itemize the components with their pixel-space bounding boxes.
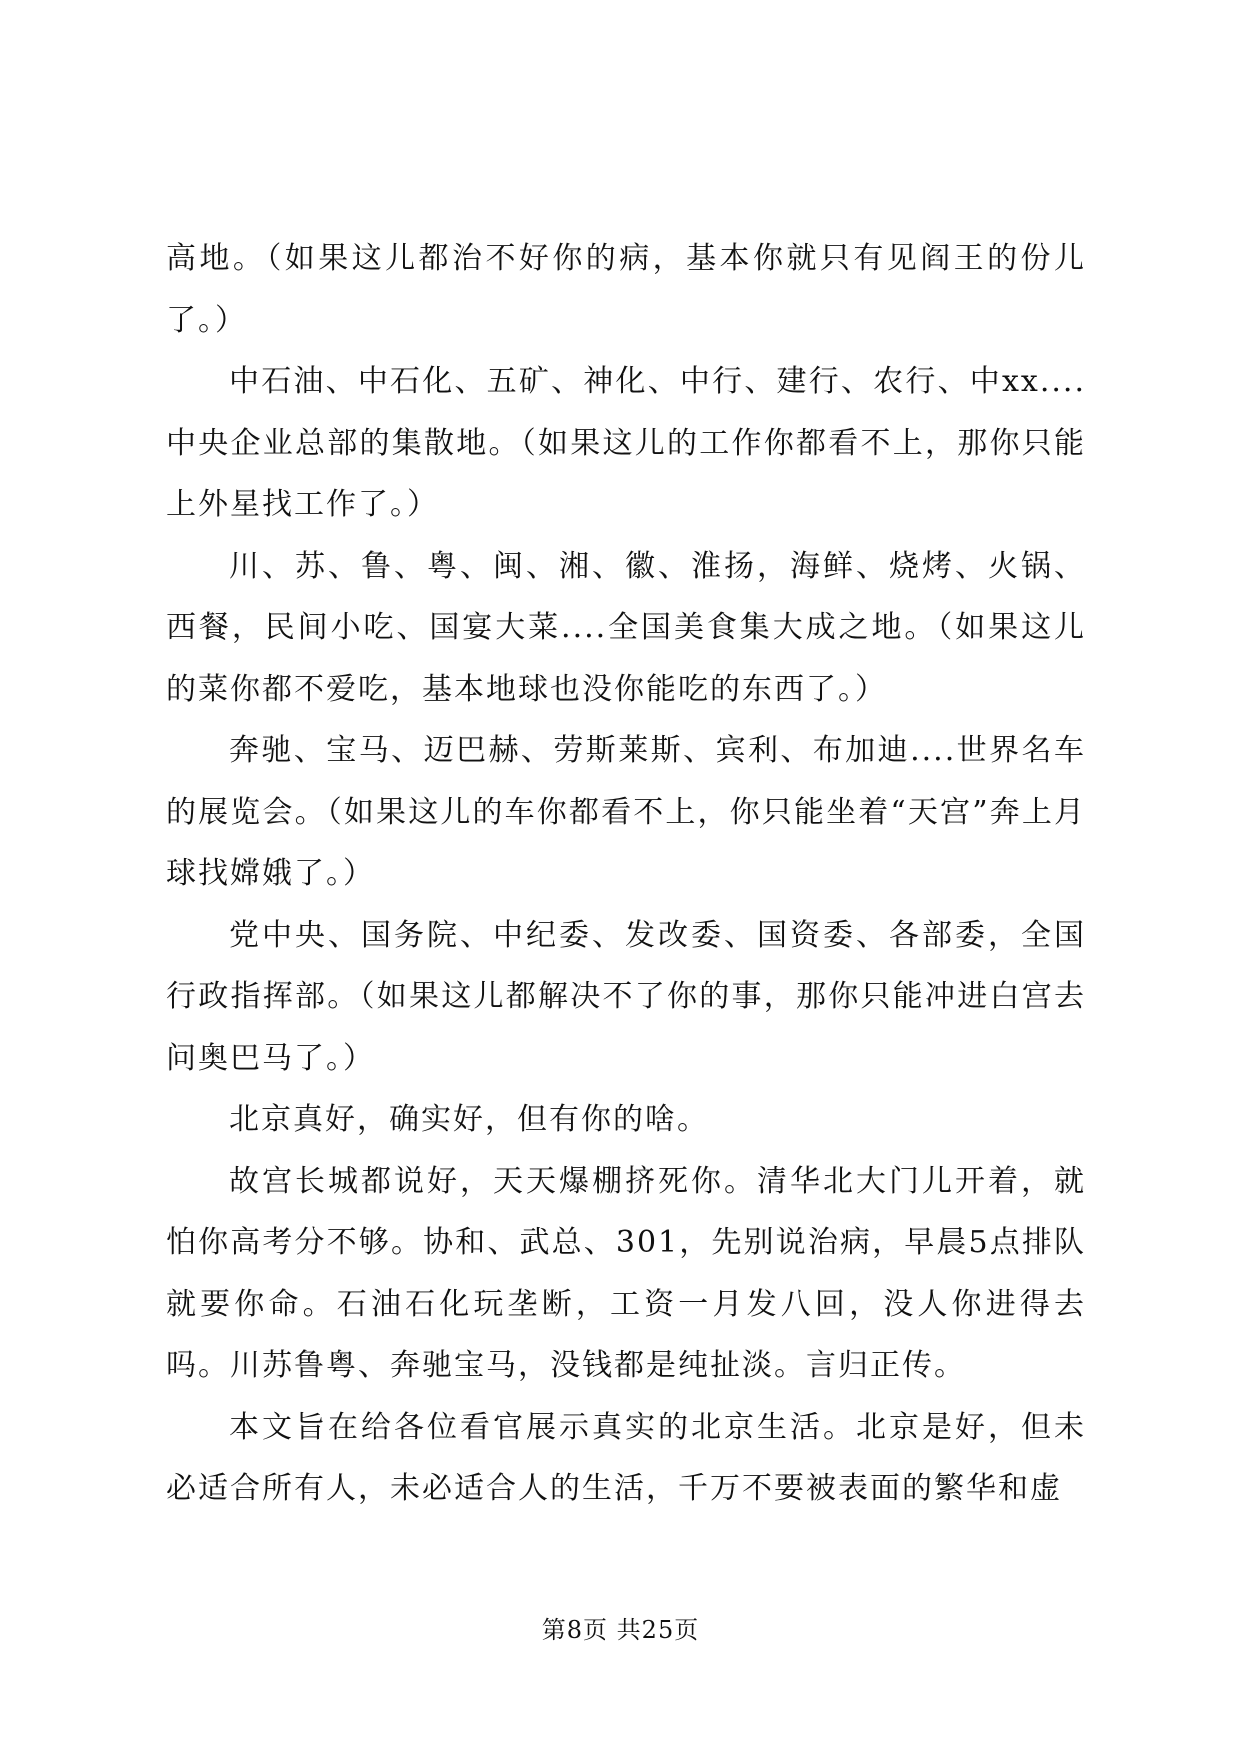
paragraph-4: 奔驰、宝马、迈巴赫、劳斯莱斯、宾利、布加迪....世界名车的展览会。（如果这儿的车你都看不上，你只能坐着“天宫”奔上月球找嫦娥了。）: [166, 733, 1086, 891]
body-text: [166, 228, 1086, 1520]
paragraph-2: 中石油、中石化、五矿、神化、中行、建行、农行、中xx....中央企业总部的集散地。（如果这儿的工作你都看不上，那你只能上外星找工作了。）: [166, 364, 1086, 522]
page-footer: 第8页 共25页: [541, 1616, 700, 1644]
paragraph-5: 党中央、国务院、中纪委、发改委、国资委、各部委，全国行政指挥部。（如果这儿都解决不了你的事，那你只能冲进白宫去问奥巴马了。）: [166, 917, 1086, 1076]
paragraph-7: 故宫长城都说好，天天爆棚挤死你。清华北大门儿开着，就怕你高考分不够。协和、武总、301，先别说治病，早晨5点排队就要你命。石油石化玩垄断，工资一月发八回，没人你进得去吗。川苏鲁粤、奔驰宝马，没钱都是纯扯淡。言归正传。: [166, 1163, 1086, 1383]
paragraph-8: 本文旨在给各位看官展示真实的北京生活。北京是好，但未必适合所有人，未必适合人的生活，千万不要被表面的繁华和虚: [166, 1409, 1086, 1506]
paragraph-3: 川、苏、鲁、粤、闽、湘、徽、淮扬，海鲜、烧烤、火锅、西餐，民间小吃、国宴大菜....全国美食集大成之地。（如果这儿的菜你都不爱吃，基本地球也没你能吃的东西了。）: [166, 548, 1086, 707]
paragraph-1: 高地。（如果这儿都治不好你的病，基本你就只有见阎王的份儿了。）: [166, 241, 1086, 338]
paragraph-6: 北京真好，确实好，但有你的啥。: [229, 1102, 709, 1137]
